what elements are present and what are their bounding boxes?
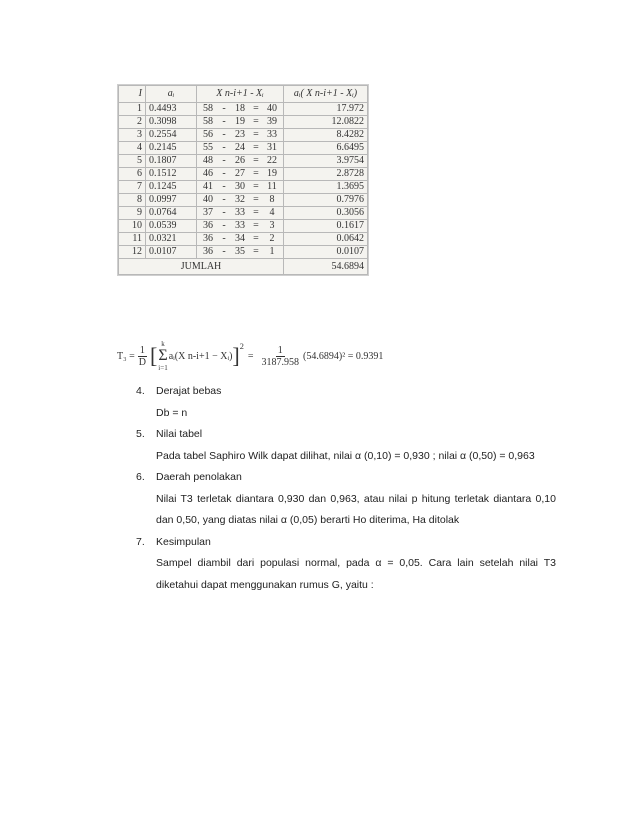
- cell-equals: =: [253, 246, 259, 257]
- cell-x-high: 36: [203, 220, 213, 231]
- cell-difference: 19: [267, 168, 277, 179]
- cell-x-high: 40: [203, 194, 213, 205]
- cell-x-high: 55: [203, 142, 213, 153]
- cell-a: 0.0107: [146, 246, 197, 259]
- steps-list: [136, 381, 556, 596]
- cell-equals: =: [253, 233, 259, 244]
- cell-equals: =: [253, 194, 259, 205]
- cell-a: 0.3098: [146, 116, 197, 129]
- header-product: aᵢ( X n-i+1 - Xᵢ): [284, 86, 368, 103]
- cell-equals: =: [253, 155, 259, 166]
- cell-minus: -: [222, 233, 226, 244]
- cell-i: 6: [119, 168, 146, 181]
- cell-i: 8: [119, 194, 146, 207]
- cell-minus: -: [222, 155, 226, 166]
- cell-product: 0.0107: [284, 246, 368, 259]
- cell-a: 0.0764: [146, 207, 197, 220]
- cell-x-low: 23: [235, 129, 245, 140]
- cell-minus: -: [222, 220, 226, 231]
- table-row: [119, 142, 368, 155]
- cell-x-high: 58: [203, 116, 213, 127]
- cell-a: 0.0539: [146, 220, 197, 233]
- cell-diff: [197, 207, 284, 220]
- cell-x-high: 58: [203, 103, 213, 114]
- cell-x-low: 27: [235, 168, 245, 179]
- step-number: 5.: [136, 428, 145, 440]
- step-text-line: Db = n: [156, 406, 188, 419]
- right-bracket: ]: [232, 343, 240, 368]
- cell-product: 6.6495: [284, 142, 368, 155]
- cell-difference: 2: [269, 233, 275, 244]
- cell-x-high: 36: [203, 246, 213, 257]
- cell-product: 0.0642: [284, 233, 368, 246]
- total-label: JUMLAH: [119, 259, 284, 275]
- cell-minus: -: [222, 168, 226, 179]
- cell-minus: -: [222, 246, 226, 257]
- header-diff: X n-i+1 - Xᵢ: [197, 86, 284, 103]
- cell-a: 0.0321: [146, 233, 197, 246]
- cell-diff: [197, 194, 284, 207]
- table-row: [119, 207, 368, 220]
- cell-difference: 31: [267, 142, 277, 153]
- cell-equals: =: [253, 181, 259, 192]
- cell-x-low: 32: [235, 194, 245, 205]
- table-header-row: [119, 86, 368, 103]
- cell-product: 1.3695: [284, 181, 368, 194]
- t3-formula: [117, 339, 383, 373]
- step-text-line: dan 0,50, yang diatas nilai α (0,05) berarti Ho diterima, Ha ditolak: [156, 514, 460, 526]
- formula-fraction: [260, 345, 302, 368]
- formula-one-over-d: [137, 345, 148, 368]
- step-item: [136, 381, 556, 424]
- step-text-line: Nilai T3 terletak diantara 0,930 dan 0,963, atau nilai p hitung terletak diantara 0,10: [156, 492, 556, 505]
- cell-difference: 8: [269, 194, 275, 205]
- cell-equals: =: [253, 207, 259, 218]
- cell-equals: =: [253, 129, 259, 140]
- step-title: Daerah penolakan: [156, 471, 242, 483]
- cell-a: 0.1807: [146, 155, 197, 168]
- cell-a: 0.1512: [146, 168, 197, 181]
- table-body: [119, 103, 368, 259]
- cell-i: 1: [119, 103, 146, 116]
- cell-diff: [197, 233, 284, 246]
- sum-body: aᵢ(X n-i+1 − Xᵢ): [168, 350, 233, 362]
- cell-difference: 11: [267, 181, 277, 192]
- table-row: [119, 233, 368, 246]
- table-row: [119, 155, 368, 168]
- formula-den: 3187.958: [261, 356, 300, 368]
- cell-minus: -: [222, 116, 226, 127]
- header-i: I: [119, 86, 146, 103]
- shapiro-wilk-table-image: [117, 84, 369, 276]
- step-text-line: diketahui dapat menggunakan rumus G, yaitu :: [156, 578, 374, 591]
- cell-difference: 40: [267, 103, 277, 114]
- cell-i: 12: [119, 246, 146, 259]
- cell-diff: [197, 129, 284, 142]
- cell-equals: =: [253, 103, 259, 114]
- cell-product: 17.972: [284, 103, 368, 116]
- cell-a: 0.2554: [146, 129, 197, 142]
- cell-product: 0.3056: [284, 207, 368, 220]
- cell-minus: -: [222, 181, 226, 192]
- cell-x-low: 26: [235, 155, 245, 166]
- cell-diff: [197, 155, 284, 168]
- cell-difference: 3: [269, 220, 275, 231]
- cell-diff: [197, 181, 284, 194]
- cell-x-low: 35: [235, 246, 245, 257]
- cell-x-high: 46: [203, 168, 213, 179]
- cell-i: 5: [119, 155, 146, 168]
- cell-diff: [197, 116, 284, 129]
- step-number: 7.: [136, 535, 145, 548]
- cell-x-low: 24: [235, 142, 245, 153]
- cell-minus: -: [222, 129, 226, 140]
- table-row: [119, 194, 368, 207]
- cell-a: 0.2145: [146, 142, 197, 155]
- cell-minus: -: [222, 207, 226, 218]
- cell-diff: [197, 220, 284, 233]
- sigma-icon: Σ: [158, 347, 168, 364]
- step-text-line: Pada tabel Saphiro Wilk dapat dilihat, nilai α (0,10) = 0,930 ; nilai α (0,50) = 0,963: [156, 449, 535, 462]
- cell-a: 0.0997: [146, 194, 197, 207]
- cell-i: 3: [119, 129, 146, 142]
- cell-i: 4: [119, 142, 146, 155]
- step-number: 4.: [136, 385, 145, 397]
- cell-x-low: 34: [235, 233, 245, 244]
- cell-a: 0.1245: [146, 181, 197, 194]
- step-number: 6.: [136, 471, 145, 483]
- step-title: Derajat bebas: [156, 385, 222, 397]
- formula-num: 1: [277, 344, 283, 356]
- formula-lhs: T₃ =: [117, 350, 135, 362]
- step-title: Kesimpulan: [156, 535, 211, 548]
- cell-a: 0.4493: [146, 103, 197, 116]
- cell-product: 0.1617: [284, 220, 368, 233]
- cell-minus: -: [222, 103, 226, 114]
- step-item: [136, 424, 556, 467]
- cell-product: 0.7976: [284, 194, 368, 207]
- step-title: Nilai tabel: [156, 428, 203, 440]
- cell-x-low: 18: [235, 103, 245, 114]
- cell-product: 3.9754: [284, 155, 368, 168]
- sigma-sum: [158, 340, 167, 372]
- cell-product: 8.4282: [284, 129, 368, 142]
- table-row: [119, 168, 368, 181]
- cell-x-low: 30: [235, 181, 245, 192]
- cell-x-low: 19: [235, 116, 245, 127]
- cell-x-low: 33: [235, 207, 245, 218]
- table-row: [119, 246, 368, 259]
- table-row: [119, 220, 368, 233]
- step-text-line: Sampel diambil dari populasi normal, pada α = 0,05. Cara lain setelah nilai T3: [156, 557, 556, 569]
- cell-x-high: 37: [203, 207, 213, 218]
- formula-product: (54.6894)² = 0.9391: [303, 350, 384, 362]
- cell-x-high: 56: [203, 129, 213, 140]
- calculation-table: [118, 85, 368, 275]
- sum-upper: k: [161, 340, 165, 348]
- cell-difference: 4: [269, 207, 275, 218]
- formula-one: 1: [139, 344, 145, 356]
- header-a: aᵢ: [146, 86, 197, 103]
- sum-lower: i=1: [158, 364, 168, 372]
- formula-exponent: 2: [239, 342, 244, 351]
- cell-product: 2.8728: [284, 168, 368, 181]
- table-row: [119, 181, 368, 194]
- cell-i: 2: [119, 116, 146, 129]
- cell-x-high: 36: [203, 233, 213, 244]
- cell-x-high: 48: [203, 155, 213, 166]
- cell-i: 7: [119, 181, 146, 194]
- cell-minus: -: [222, 142, 226, 153]
- cell-diff: [197, 246, 284, 259]
- total-row: [119, 259, 368, 275]
- cell-i: 10: [119, 220, 146, 233]
- cell-diff: [197, 142, 284, 155]
- cell-diff: [197, 103, 284, 116]
- cell-equals: =: [253, 142, 259, 153]
- table-row: [119, 103, 368, 116]
- cell-diff: [197, 168, 284, 181]
- cell-i: 9: [119, 207, 146, 220]
- cell-difference: 33: [267, 129, 277, 140]
- cell-x-low: 33: [235, 220, 245, 231]
- cell-i: 11: [119, 233, 146, 246]
- table-row: [119, 116, 368, 129]
- cell-product: 12.0822: [284, 116, 368, 129]
- cell-difference: 22: [267, 155, 277, 166]
- cell-minus: -: [222, 194, 226, 205]
- cell-x-high: 41: [203, 181, 213, 192]
- cell-difference: 39: [267, 116, 277, 127]
- total-value: 54.6894: [284, 259, 368, 275]
- step-item: [136, 532, 556, 597]
- cell-difference: 1: [269, 246, 275, 257]
- formula-equals: =: [247, 350, 254, 362]
- cell-equals: =: [253, 116, 259, 127]
- formula-d: D: [138, 356, 146, 368]
- step-item: [136, 467, 556, 532]
- left-bracket: [: [149, 343, 158, 368]
- cell-equals: =: [253, 168, 259, 179]
- cell-equals: =: [253, 220, 259, 231]
- table-row: [119, 129, 368, 142]
